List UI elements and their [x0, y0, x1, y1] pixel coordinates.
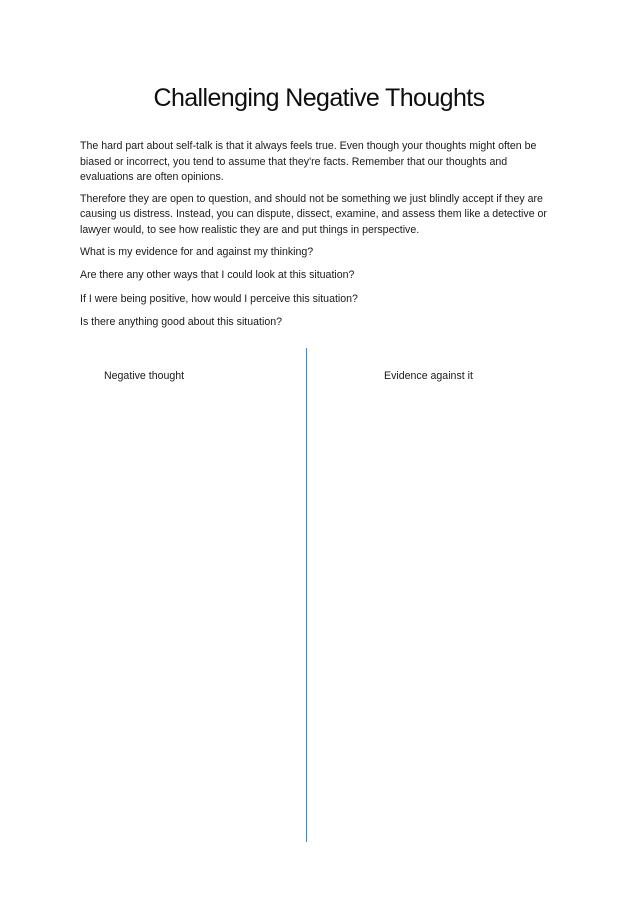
intro-paragraph-1: The hard part about self-talk is that it always feels true. Even though your thoughts might often be biased or incorrect, you tend to assume that they're facts. Remember that our thoughts and evaluations are often opinions.	[80, 140, 537, 184]
evidence-against-header: Evidence against it	[384, 370, 473, 382]
negative-thought-header: Negative thought	[104, 370, 185, 382]
column-divider	[306, 348, 307, 842]
page-title: Challenging Negative Thoughts	[153, 84, 485, 112]
question-1: What is my evidence for and against my thinking?	[80, 245, 314, 258]
question-2: Are there any other ways that I could look at this situation?	[80, 269, 355, 282]
question-4: Is there anything good about this situation?	[80, 316, 283, 329]
intro-paragraph-2: Therefore they are open to question, and should not be something we just blindly accept if they are causing us distress. Instead, you can dispute, dissect, examine, and assess them like a detective or lawyer would, to see how realistic they are and put things in perspective.	[80, 192, 547, 236]
intro-text	[80, 139, 560, 339]
question-3: If I were being positive, how would I perceive this situation?	[80, 292, 358, 305]
